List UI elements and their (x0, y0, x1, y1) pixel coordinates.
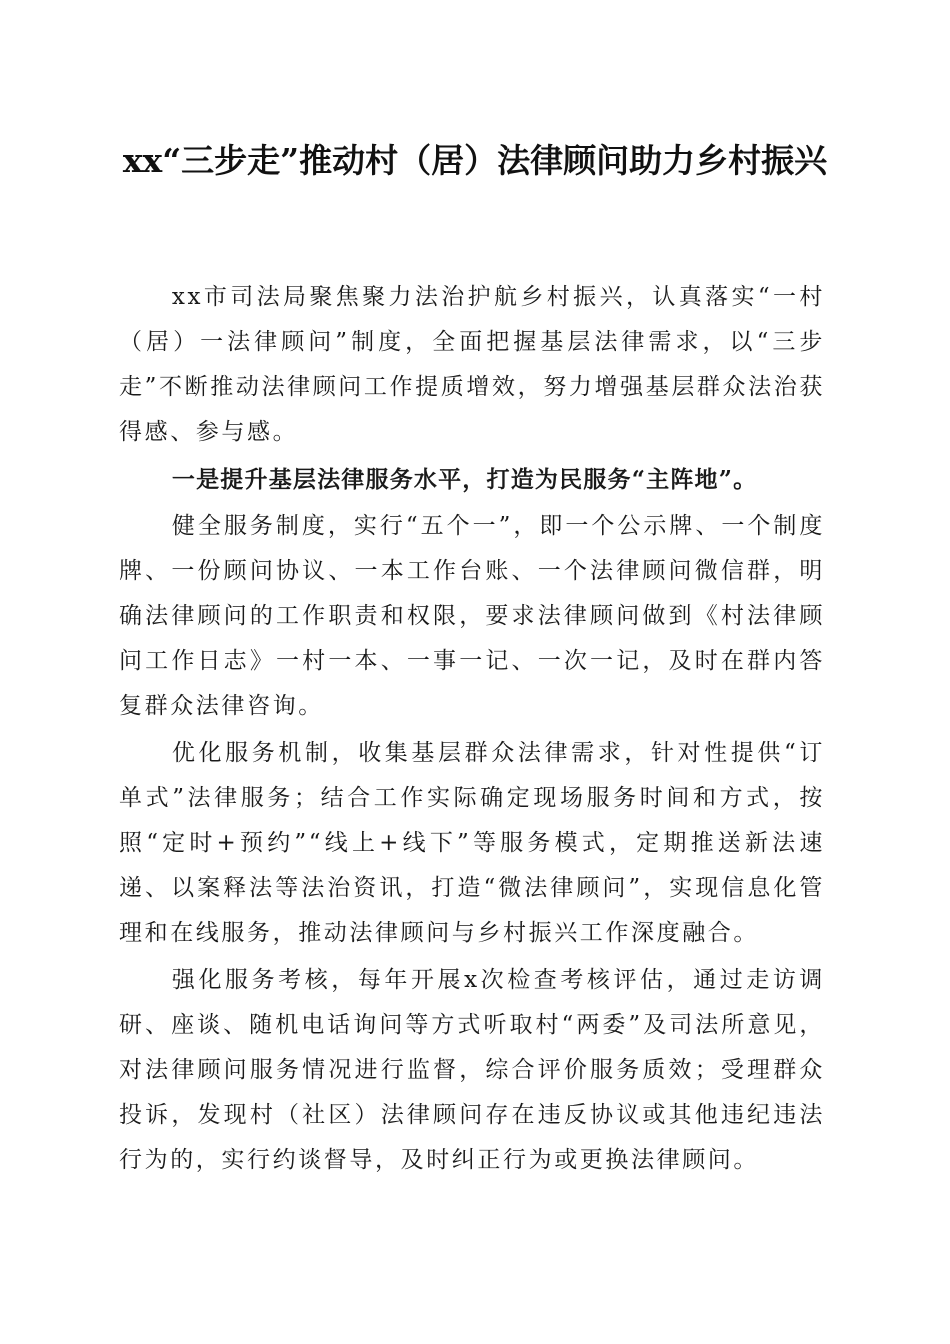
body-paragraph: 强化服务考核，每年开展x次检查考核评估，通过走访调研、座谈、随机电话询问等方式听取村“两委”及司法所意见，对法律顾问服务情况进行监督，综合评价服务质效；受理群众投诉，发现村（社区）法律顾问存在违反协议或其他违纪违法行为的，实行约谈督导，及时纠正行为或更换法律顾问。 (119, 967, 825, 1173)
section-heading: 一是提升基层法律服务水平，打造为民服务“主阵地”。 (171, 466, 758, 493)
intro-paragraph: xx市司法局聚焦聚力法治护航乡村振兴，认真落实“一村（居）一法律顾问”制度，全面把握基层法律需求，以“三步走”不断推动法律顾问工作提质增效，努力增强基层群众法治获得感、参与感。 (119, 284, 825, 445)
body-paragraph: 健全服务制度，实行“五个一”，即一个公示牌、一个制度牌、一份顾问协议、一本工作台账、一个法律顾问微信群，明确法律顾问的工作职责和权限，要求法律顾问做到《村法律顾问工作日志》一村一本、一事一记、一次一记，及时在群内答复群众法律咨询。 (119, 513, 825, 719)
document-body (119, 275, 825, 1183)
document-title: xx“三步走”推动村（居）法律顾问助力乡村振兴 (122, 141, 828, 180)
body-paragraph: 优化服务机制，收集基层群众法律需求，针对性提供“订单式”法律服务；结合工作实际确定现场服务时间和方式，按照“定时+预约”“线上+线下”等服务模式，定期推送新法速递、以案释法等法治资讯，打造“微法律顾问”，实现信息化管理和在线服务，推动法律顾问与乡村振兴工作深度融合。 (119, 740, 825, 946)
